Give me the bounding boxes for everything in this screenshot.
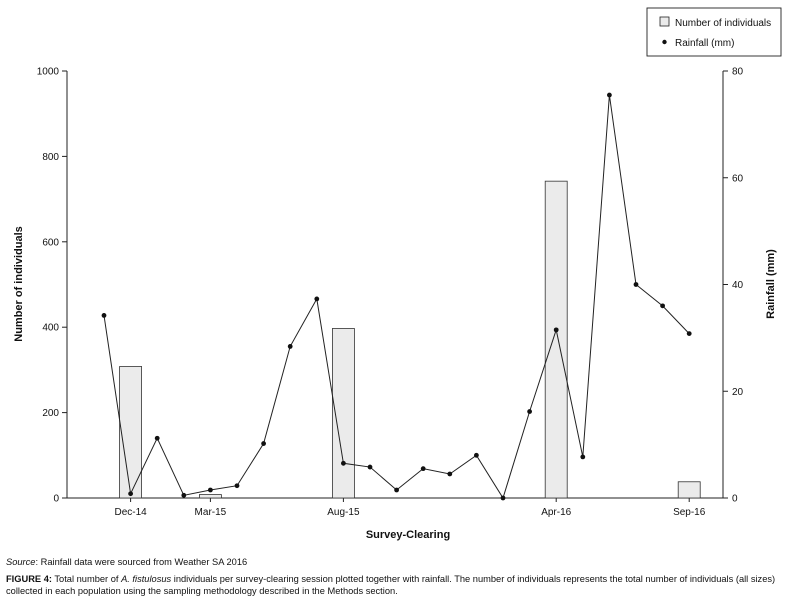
x-tick-label: Dec-14 [114, 507, 147, 518]
source-text: : Rainfall data were sourced from Weather SA 2016 [35, 557, 248, 567]
rainfall-line [104, 95, 689, 498]
legend-line-marker [662, 40, 666, 44]
bar [678, 482, 700, 498]
source-note [6, 556, 790, 568]
y-tick-label: 800 [42, 151, 59, 163]
x-ticks [114, 498, 705, 518]
rainfall-point [394, 488, 399, 493]
caption-text-before: Total number of [51, 574, 122, 584]
rainfall-point [261, 441, 266, 446]
figure-label: FIGURE 4: [6, 574, 52, 584]
right-y-ticks [723, 67, 744, 505]
rainfall-point [501, 496, 506, 501]
y-tick-label: 200 [42, 408, 59, 420]
source-label: Source [6, 557, 36, 567]
rainfall-point [607, 93, 612, 98]
y2-axis-label: Rainfall (mm) [765, 249, 777, 319]
x-tick-label: Sep-16 [673, 507, 706, 518]
rainfall-point [314, 297, 319, 302]
y-tick-label: 600 [42, 237, 59, 249]
y2-tick-label: 80 [732, 66, 744, 78]
legend-bar-label: Number of individuals [675, 18, 772, 29]
rainfall-point [102, 313, 107, 318]
x-tick-label: Apr-16 [541, 507, 572, 518]
rainfall-point [527, 409, 532, 414]
rainfall-point [634, 282, 639, 287]
bar [199, 495, 221, 498]
rainfall-point [368, 465, 373, 470]
legend-bar-swatch [660, 17, 669, 26]
y2-tick-label: 60 [732, 173, 744, 185]
y-tick-label: 1000 [36, 66, 59, 78]
x-tick-label: Mar-15 [194, 507, 227, 518]
y2-tick-label: 20 [732, 386, 744, 398]
rainfall-point [235, 483, 240, 488]
y2-tick-label: 40 [732, 280, 744, 291]
figure-caption [6, 573, 790, 597]
x-tick-label: Aug-15 [327, 507, 360, 518]
legend-line-label: Rainfall (mm) [675, 38, 735, 49]
rainfall-point [341, 461, 346, 466]
rainfall-point [687, 331, 692, 336]
rainfall-point [128, 491, 133, 496]
rainfall-point [660, 303, 665, 308]
y2-tick-label: 0 [732, 493, 738, 505]
bar-series [120, 181, 701, 498]
rainfall-point [288, 344, 293, 349]
rainfall-point [447, 472, 452, 477]
rainfall-point [580, 455, 585, 460]
rainfall-point [554, 327, 559, 332]
rainfall-point [181, 493, 186, 498]
x-axis-label: Survey-Clearing [365, 529, 451, 541]
caption-text-after: individuals per survey-clearing session plotted together with rainfall. The number of individuals represents the total number of individuals (all sizes) collected in each population using the sampling methodology described in the Methods section. [6, 574, 776, 596]
y-axis-label: Number of individuals [13, 226, 25, 342]
bar [545, 181, 567, 498]
species-name: A. fistulosus [121, 574, 172, 584]
rainfall-series [102, 93, 692, 501]
rainfall-point [208, 488, 213, 493]
rainfall-point [474, 453, 479, 458]
y-tick-label: 400 [42, 322, 59, 334]
rainfall-point [421, 466, 426, 471]
legend [647, 8, 781, 56]
left-y-ticks [37, 67, 67, 505]
y-tick-label: 0 [53, 493, 59, 505]
rainfall-point [155, 436, 160, 441]
